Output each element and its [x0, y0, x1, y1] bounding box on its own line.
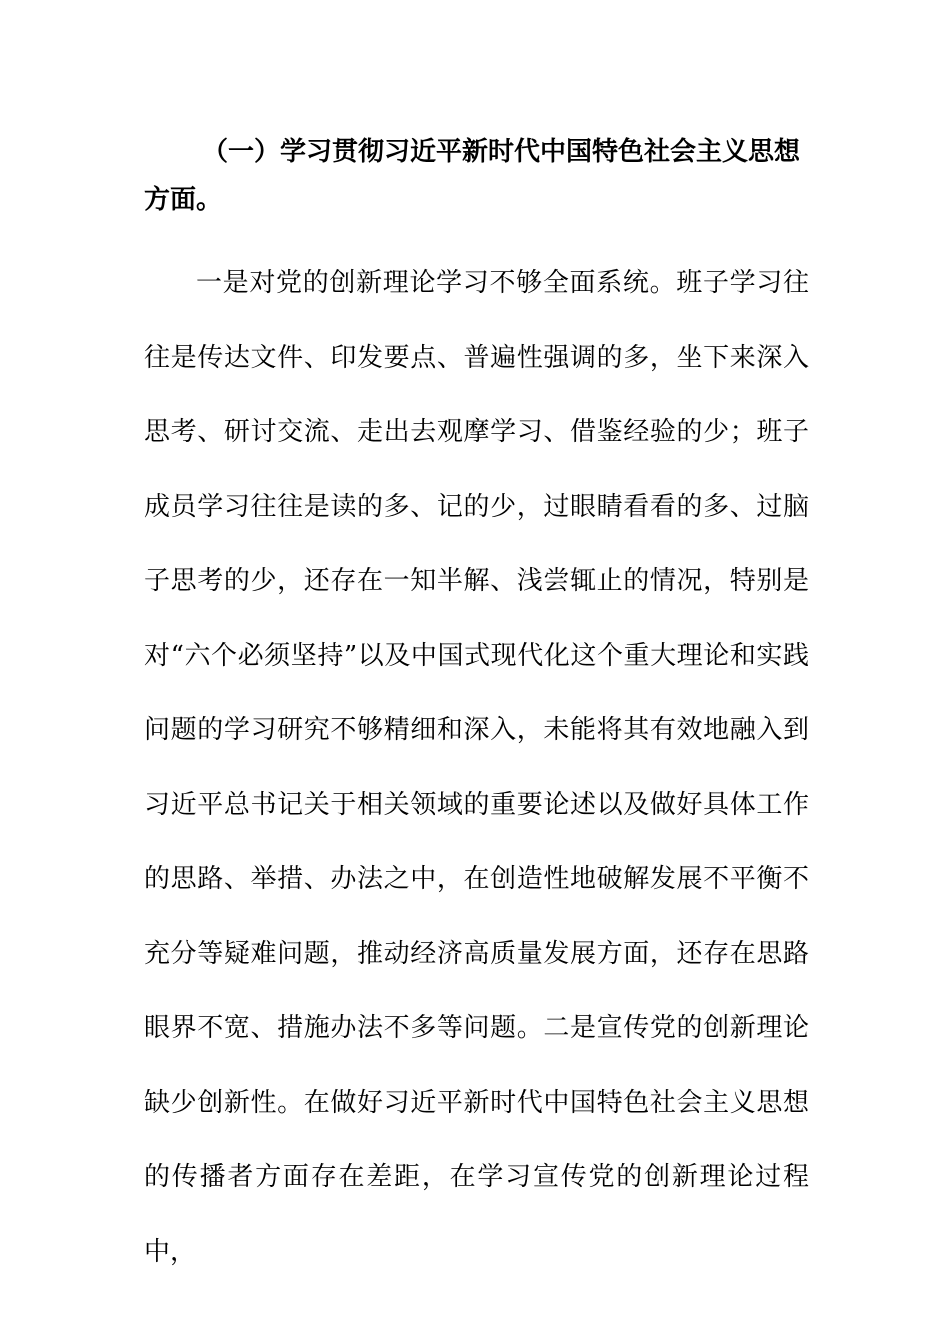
body-paragraph: 一是对党的创新理论学习不够全面系统。班子学习往往是传达文件、印发要点、普遍性强调的多，坐下来深入思考、研讨交流、走出去观摩学习、借鉴经验的少；班子成员学习往往是读的多、记的少，过眼睛看看的多、过脑子思考的少，还存在一知半解、浅尝辄止的情况，特别是对“六个必须坚持”以及中国式现代化这个重大理论和实践问题的学习研究不够精细和深入，未能将其有效地融入到习近平总书记关于相关领域的重要论述以及做好具体工作的思路、举措、办法之中，在创造性地破解发展不平衡不充分等疑难问题，推动经济高质量发展方面，还存在思路眼界不宽、措施办法不多等问题。二是宣传党的创新理论缺少创新性。在做好习近平新时代中国特色社会主义思想的传播者方面存在差距，在学习宣传党的创新理论过程中， [144, 268, 809, 1267]
section-heading: （一）学习贯彻习近平新时代中国特色社会主义思想方面。 [144, 137, 801, 215]
